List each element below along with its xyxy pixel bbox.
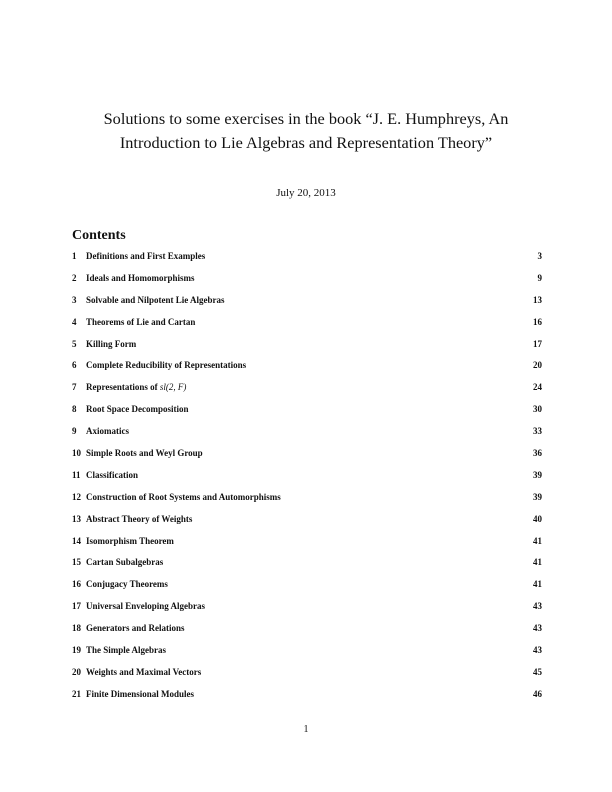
toc-entry-4[interactable]: [72, 317, 542, 339]
toc-entry-14[interactable]: [72, 536, 542, 558]
toc-number: 15: [72, 557, 81, 568]
toc-title: Construction of Root Systems and Automorphisms: [86, 491, 281, 502]
toc-entry-10[interactable]: [72, 448, 542, 470]
toc-title: Conjugacy Theorems: [86, 579, 168, 590]
toc-number: 20: [72, 666, 81, 677]
toc-number: 18: [72, 623, 81, 634]
toc-title: Generators and Relations: [86, 623, 185, 634]
toc-number: 9: [72, 426, 77, 437]
toc-title: Cartan Subalgebras: [86, 557, 164, 568]
toc-number: 16: [72, 579, 81, 590]
toc-number: 2: [72, 272, 77, 283]
toc-page: 40: [533, 513, 542, 524]
toc-number: 6: [72, 360, 77, 371]
toc-title: Finite Dimensional Modules: [86, 688, 195, 699]
toc-entry-3[interactable]: [72, 295, 542, 317]
toc-title: Abstract Theory of Weights: [86, 513, 193, 524]
document-date: July 20, 2013: [276, 187, 336, 199]
toc-title-text: Representations of: [86, 382, 160, 393]
toc-title: Ideals and Homomorphisms: [86, 272, 195, 283]
toc-page: 20: [533, 360, 542, 371]
toc-page: 3: [537, 251, 542, 261]
toc-title: Classification: [86, 469, 139, 480]
toc-entry-16[interactable]: [72, 579, 542, 601]
toc-entry-7[interactable]: [72, 382, 542, 404]
toc-number: 7: [72, 382, 77, 393]
toc-entry-20[interactable]: [72, 667, 542, 689]
toc-title: Complete Reducibility of Representations: [86, 360, 247, 371]
toc-number: 10: [72, 448, 81, 459]
toc-entry-21[interactable]: [72, 689, 542, 711]
toc-number: 4: [72, 316, 77, 327]
title-line-1: Solutions to some exercises in the book “J. E. Humphreys, An: [103, 109, 509, 128]
toc-number: 13: [72, 513, 81, 524]
toc-page: 46: [533, 688, 542, 699]
toc-page: 13: [533, 294, 542, 305]
toc-page: 41: [533, 535, 542, 546]
toc-entry-18[interactable]: [72, 623, 542, 645]
toc-number: 21: [72, 688, 81, 699]
toc-page: 17: [533, 338, 542, 349]
toc-number: 11: [72, 469, 81, 480]
table-of-contents: [72, 251, 542, 711]
toc-page: 24: [533, 382, 542, 393]
toc-entry-1[interactable]: [72, 251, 542, 273]
toc-title: Root Space Decomposition: [86, 404, 189, 415]
toc-title: Weights and Maximal Vectors: [86, 666, 202, 677]
toc-entry-19[interactable]: [72, 645, 542, 667]
toc-number: 12: [72, 491, 81, 502]
toc-page: 33: [533, 426, 542, 437]
toc-title: Definitions and First Examples: [86, 251, 206, 261]
toc-page: 41: [533, 579, 542, 590]
toc-title: Theorems of Lie and Cartan: [86, 316, 196, 327]
toc-entry-17[interactable]: [72, 601, 542, 623]
toc-entry-15[interactable]: [72, 557, 542, 579]
toc-number: 14: [72, 535, 81, 546]
toc-title: Isomorphism Theorem: [86, 535, 174, 546]
toc-entry-2[interactable]: [72, 273, 542, 295]
toc-title: Killing Form: [86, 338, 137, 349]
toc-title: Universal Enveloping Algebras: [86, 601, 206, 612]
toc-entry-8[interactable]: [72, 404, 542, 426]
toc-page: 9: [537, 272, 542, 283]
toc-page: 41: [533, 557, 542, 568]
toc-title: Solvable and Nilpotent Lie Algebras: [86, 294, 225, 305]
toc-number: 8: [72, 404, 77, 415]
toc-title: Simple Roots and Weyl Group: [86, 448, 203, 459]
toc-entry-13[interactable]: [72, 514, 542, 536]
toc-number: 3: [72, 294, 77, 305]
toc-page: 39: [533, 469, 542, 480]
toc-page: 16: [533, 316, 542, 327]
toc-page: 30: [533, 404, 542, 415]
toc-page: 43: [533, 601, 542, 612]
toc-entry-6[interactable]: [72, 360, 542, 382]
toc-number: 1: [72, 251, 77, 261]
toc-entry-5[interactable]: [72, 339, 542, 361]
toc-page: 36: [533, 448, 542, 459]
toc-title: The Simple Algebras: [86, 645, 167, 656]
toc-number: 17: [72, 601, 81, 612]
toc-page: 43: [533, 623, 542, 634]
toc-page: 45: [533, 666, 542, 677]
title-line-2: Introduction to Lie Algebras and Representation Theory”: [119, 133, 493, 152]
toc-page: 43: [533, 645, 542, 656]
toc-entry-12[interactable]: [72, 492, 542, 514]
toc-title: [86, 382, 533, 392]
toc-page: 39: [533, 491, 542, 502]
page-number: 1: [303, 724, 309, 735]
toc-number: 5: [72, 338, 77, 349]
toc-title: Axiomatics: [86, 426, 129, 437]
contents-heading: Contents: [72, 228, 126, 243]
toc-entry-11[interactable]: [72, 470, 542, 492]
toc-title-math: sl(2, F): [159, 382, 187, 393]
document-title: [60, 107, 552, 155]
toc-entry-9[interactable]: [72, 426, 542, 448]
toc-number: 19: [72, 645, 81, 656]
